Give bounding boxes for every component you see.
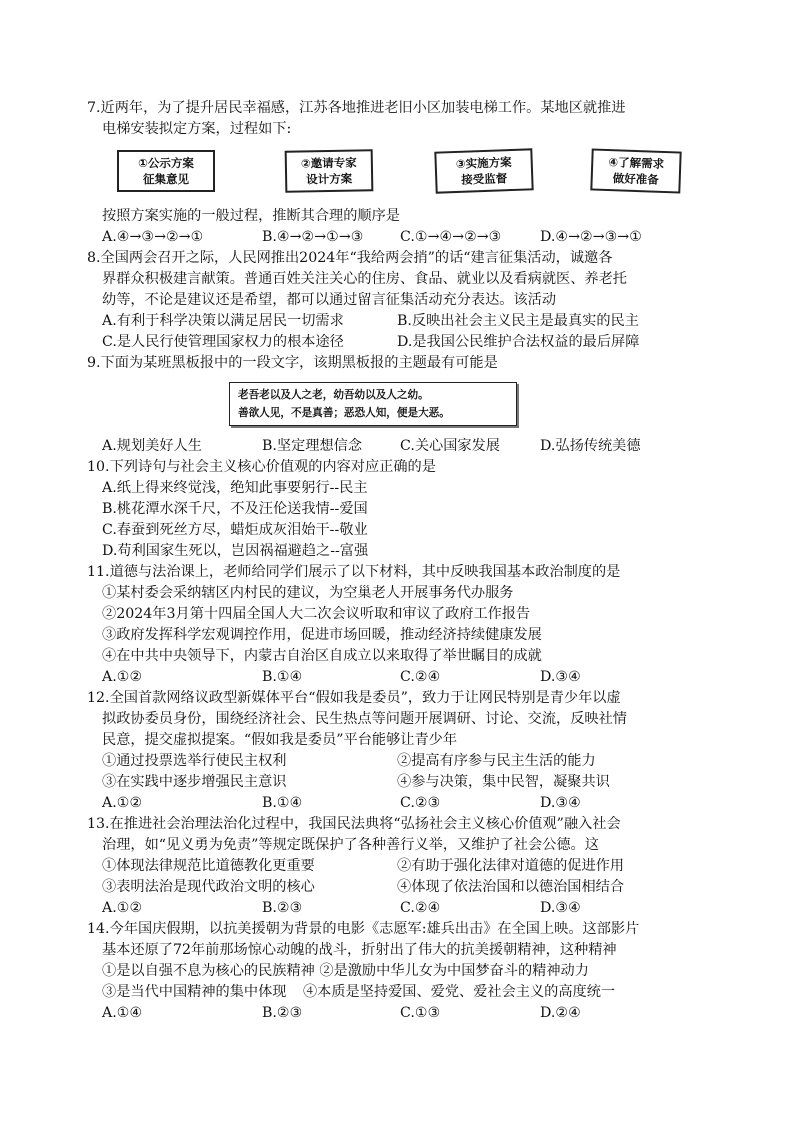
- step-label: 设计方案: [306, 171, 353, 187]
- option: B.反映出社会主义民主是最真实的民主: [397, 313, 639, 329]
- step-label: 接受监督: [461, 171, 508, 187]
- questions: [87, 98, 709, 1024]
- option: A.①②: [102, 669, 143, 685]
- blackboard-text: [229, 382, 517, 426]
- q12-statements: [87, 751, 709, 772]
- q7-stem: 电梯安装拟定方案，过程如下:: [102, 121, 292, 137]
- step-label: 做好准备: [612, 171, 659, 187]
- option: C.①③: [400, 1005, 441, 1021]
- statement: ①某村委会采纳辖区内村民的建议，为空巢老人开展事务代办服务: [102, 585, 514, 601]
- statement: ③政府发挥科学宏观调控作用，促进市场回暖，推动经济持续健康发展: [102, 627, 542, 643]
- option: B.①④: [262, 795, 303, 811]
- option: A.④→③→②→①: [102, 229, 204, 245]
- option: A.①②: [102, 900, 143, 916]
- q8-options: [87, 311, 709, 332]
- q8-stem: 8.全国两会召开之际，人民网推出2024年“我给两会捎”的话“建言征集活动，诚邀各: [87, 250, 613, 266]
- question-11: [87, 562, 709, 688]
- statement: ②提高有序参与民主生活的能力: [397, 753, 596, 769]
- q12-statements: [87, 772, 709, 793]
- statement: ①体现法律规范比道德教化更重要: [102, 858, 315, 874]
- question-12: [87, 688, 709, 814]
- q10-stem: 10.下列诗句与社会主义核心价值观的内容对应正确的是: [87, 459, 436, 475]
- q12-options: [87, 793, 709, 814]
- option: D.②④: [540, 1005, 581, 1021]
- step-box: [117, 150, 215, 192]
- option: A.规划美好人生: [102, 438, 202, 454]
- step-label: ③实施方案: [455, 155, 512, 171]
- q7-ask: 按照方案实施的一般过程，推断其合理的顺序是: [102, 208, 400, 224]
- option: C.关心国家发展: [400, 438, 500, 454]
- question-9: [87, 353, 709, 457]
- option: C.②④: [400, 900, 441, 916]
- statement: ②有助于强化法律对道德的促进作用: [397, 858, 625, 874]
- option: C.②④: [400, 669, 441, 685]
- statement: ③在实践中逐步增强民主意识: [102, 774, 287, 790]
- option: D.苟利国家生死以，岂因祸福避趋之--富强: [102, 543, 369, 559]
- question-14: [87, 919, 709, 1024]
- q12-stem: 拟政协委员身份，围绕经济社会、民生热点等问题开展调研、讨论、交流，反映社情: [102, 711, 627, 727]
- step-label: 征集意见: [143, 172, 189, 186]
- q12-stem: 民意，提交虚拟提案。“假如我是委员”平台能够让青少年: [102, 732, 458, 748]
- option: C.②③: [400, 795, 441, 811]
- statement: ④本质是坚持爱国、爱党、爱社会主义的高度统一: [302, 984, 616, 1000]
- option: C.春蚕到死丝方尽，蜡炬成灰泪始干--敬业: [102, 522, 368, 538]
- q14-statements: [87, 961, 709, 982]
- q14-statements: [87, 982, 709, 1003]
- statement: ③表明法治是现代政治文明的核心: [102, 879, 315, 895]
- option: B.④→②→①→③: [262, 229, 364, 245]
- statement: ③是当代中国精神的集中体现: [102, 984, 287, 1000]
- q7-steps-figure: [117, 146, 709, 196]
- statement: ①通过投票选举行使民主权利: [102, 753, 287, 769]
- question-7: [87, 98, 709, 248]
- q14-stem: 基本还原了72年前那场惊心动魄的战斗，折射出了伟大的抗美援朝精神，这种精神: [102, 942, 617, 958]
- statement: ①是以自强不息为核心的民族精神: [102, 963, 315, 979]
- option: D.是我国公民维护合法权益的最后屏障: [397, 334, 640, 350]
- q8-options: [87, 332, 709, 353]
- q7-stem: 7.近两年，为了提升居民幸福感，江苏各地推进老旧小区加装电梯工作。某地区就推进: [87, 100, 626, 116]
- statement: ④体现了依法治国和以德治国相结合: [397, 879, 625, 895]
- q9-options: [87, 436, 709, 457]
- option: A.纸上得来终觉浅，绝知此事要躬行--民主: [102, 480, 368, 496]
- q13-statements: [87, 856, 709, 877]
- step-label: ①公示方案: [138, 156, 194, 170]
- q13-stem: 治理，如“见义勇为免责”等规定既保护了各种善行义举，又维护了社会公德。这: [102, 837, 599, 853]
- q9-stem: 9.下面为某班黑板报中的一段文字，该期黑板报的主题最有可能是: [87, 355, 498, 371]
- option: D.弘扬传统美德: [540, 438, 641, 454]
- q13-stem: 13.在推进社会治理法治化过程中，我国民法典将“弘扬社会主义核心价值观”融入社会: [87, 816, 621, 832]
- option: B.坚定理想信念: [262, 438, 363, 454]
- q8-stem: 界群众积极建言献策。普通百姓关注关心的住房、食品、就业以及看病就医、养老托: [102, 271, 627, 287]
- option: C.是人民行使管理国家权力的根本途径: [102, 334, 344, 350]
- step-box: [285, 149, 374, 193]
- q14-stem: 14.今年国庆假期，以抗美援朝为背景的电影《志愿军:雄兵出击》在全国上映。这部影片: [87, 921, 640, 937]
- q14-options: [87, 1003, 709, 1024]
- question-8: [87, 248, 709, 353]
- option: A.①②: [102, 795, 143, 811]
- statement: ②2024年3月第十四届全国人大二次会议听取和审议了政府工作报告: [102, 606, 531, 622]
- option: B.②③: [262, 900, 303, 916]
- board-line: 善欲人见，不是真善；恶恐人知，便是大恶。: [238, 407, 450, 419]
- q8-stem: 幼等，不论是建议还是希望，都可以通过留言征集活动充分表达。该活动: [102, 292, 557, 308]
- option: B.②③: [262, 1005, 303, 1021]
- statement: ④参与决策，集中民智，凝聚共识: [397, 774, 610, 790]
- q11-options: [87, 667, 709, 688]
- step-box: [590, 148, 681, 193]
- q13-statements: [87, 877, 709, 898]
- option: C.①→④→②→③: [400, 229, 502, 245]
- question-10: [87, 457, 709, 562]
- q11-stem: 11.道德与法治课上，老师给同学们展示了以下材料，其中反映我国基本政治制度的是: [87, 564, 621, 580]
- board-line: 老吾老以及人之老，幼吾幼以及人之幼。: [238, 389, 429, 401]
- q13-options: [87, 898, 709, 919]
- option: A.①④: [102, 1005, 143, 1021]
- option: D.④→②→③→①: [540, 229, 642, 245]
- q12-stem: 12.全国首款网络议政型新媒体平台“假如我是委员”，致力于让网民特别是青少年以虚: [87, 690, 621, 706]
- statement: ②是激励中华儿女为中国梦奋斗的精神动力: [319, 963, 589, 979]
- q7-options: [87, 227, 709, 248]
- option: D.③④: [540, 669, 581, 685]
- question-13: [87, 814, 709, 919]
- step-label: ②邀请专家: [300, 155, 357, 171]
- option: D.③④: [540, 900, 581, 916]
- step-box: [434, 148, 533, 193]
- step-label: ④了解需求: [608, 155, 665, 171]
- option: D.③④: [540, 795, 581, 811]
- option: B.桃花潭水深千尺，不及汪伦送我情--爱国: [102, 501, 368, 517]
- option: A.有利于科学决策以满足居民一切需求: [102, 313, 344, 329]
- option: B.①④: [262, 669, 303, 685]
- statement: ④在中共中央领导下，内蒙古自治区自成立以来取得了举世瞩目的成就: [102, 648, 542, 664]
